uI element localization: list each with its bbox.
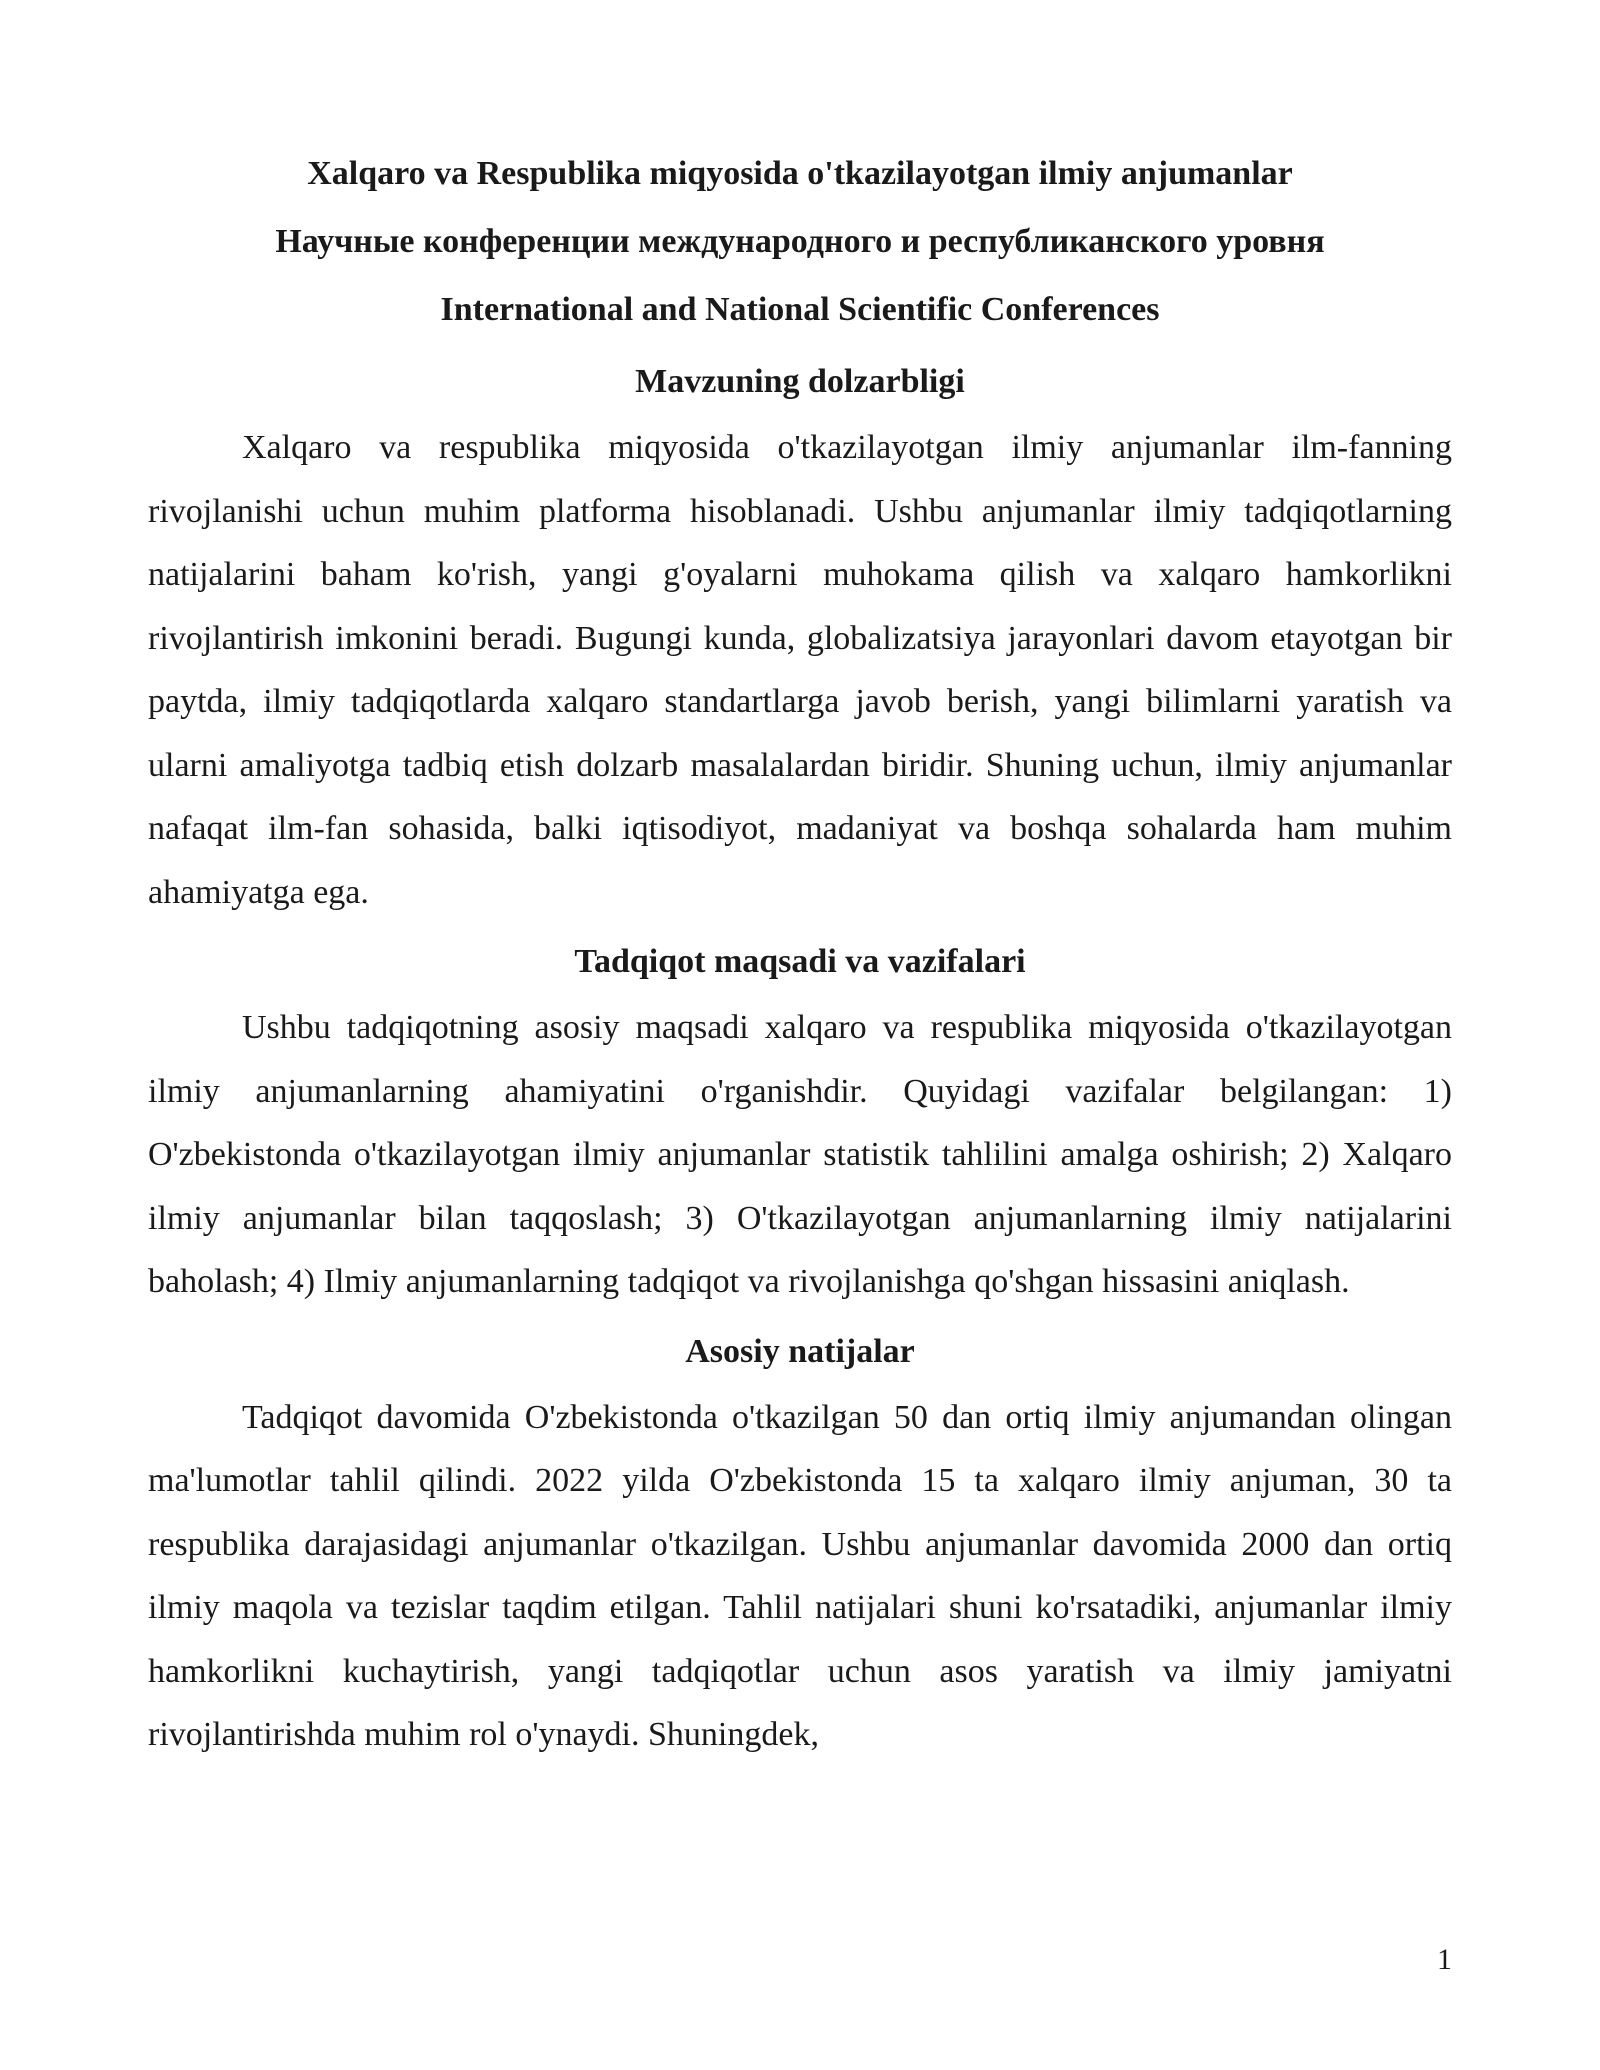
- heading-relevance: Mavzuning dolzarbligi: [635, 363, 965, 400]
- heading-goals: Tadqiqot maqsadi va vazifalari: [574, 943, 1026, 980]
- page-content: [148, 140, 1452, 1767]
- heading-results: Asosiy natijalar: [685, 1332, 915, 1370]
- paragraph-results: Tadqiqot davomida O'zbekistonda o'tkazilgan 50 dan ortiq ilmiy anjumandan olingan ma'lumotlar tahlil qilindi. 2022 yilda O'zbekistonda 15 ta xalqaro ilmiy anjuman, 30 ta respublika darajasidagi anjumanlar o'tkazilgan. Ushbu anjumanlar davomida 2000 dan ortiq ilmiy maqola va tezislar taqdim etilgan. Tahlil natijalari shuni ko'rsatadiki, anjumanlar ilmiy hamkorlikni kuchaytirish, yangi tadqiqotlar uchun asos yaratish va ilmiy jamiyatni rivojlantirishda muhim rol o'ynaydi. Shuningdek,: [148, 1398, 1452, 1753]
- title-english: International and National Scientific Conferences: [440, 291, 1160, 328]
- paragraph-relevance: Xalqaro va respublika miqyosida o'tkazilayotgan ilmiy anjumanlar ilm-fanning rivojlanishi uchun muhim platforma hisoblanadi. Ushbu anjumanlar ilmiy tadqiqotlarning natijalarini baham ko'rish, yangi g'oyalarni muhokama qilish va xalqaro hamkorlikni rivojlantirish imkonini beradi. Bugungi kunda, globalizatsiya jarayonlari davom etayotgan bir paytda, ilmiy tadqiqotlarda xalqaro standartlarga javob berish, yangi bilimlarni yaratish va ularni amaliyotga tadbiq etish dolzarb masalalardan biridir. Shuning uchun, ilmiy anjumanlar nafaqat ilm-fan sohasida, balki iqtisodiyot, madaniyat va boshqa sohalarda ham muhim ahamiyatga ega.: [148, 429, 1452, 911]
- paragraph-goals: Ushbu tadqiqotning asosiy maqsadi xalqaro va respublika miqyosida o'tkazilayotgan ilmiy anjumanlarning ahamiyatini o'rganishdir. Quyidagi vazifalar belgilangan: 1) O'zbekistonda o'tkazilayotgan ilmiy anjumanlar statistik tahlilini amalga oshirish; 2) Xalqaro ilmiy anjumanlar bilan taqqoslash; 3) O'tkazilayotgan anjumanlarning ilmiy natijalarini baholash; 4) Ilmiy anjumanlarning tadqiqot va rivojlanishga qo'shgan hissasini aniqlash.: [148, 1009, 1452, 1300]
- page-number: 1: [1437, 1943, 1452, 1976]
- title-uzbek: Xalqaro va Respublika miqyosida o'tkazilayotgan ilmiy anjumanlar: [307, 155, 1293, 192]
- title-russian: Научные конференции международного и республиканского уровня: [275, 223, 1325, 260]
